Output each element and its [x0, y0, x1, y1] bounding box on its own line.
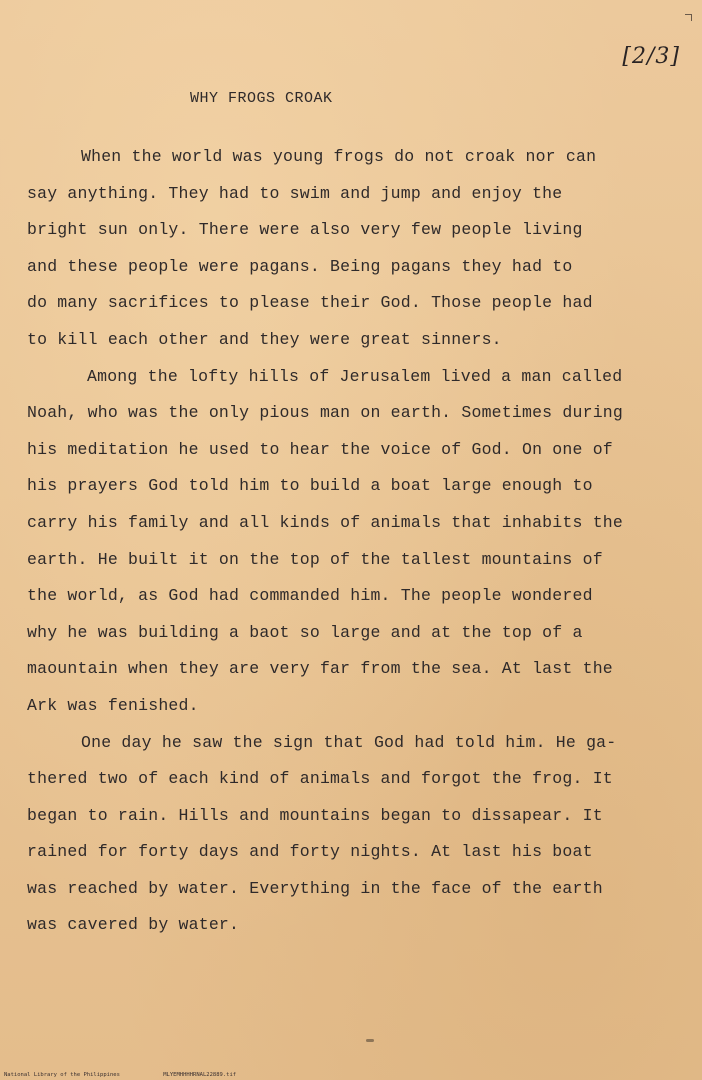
text-line: bright sun only. There were also very few people living — [27, 220, 583, 240]
text-line: to kill each other and they were great sinners. — [27, 329, 502, 349]
text-line: rained for forty days and forty nights. At last his boat — [27, 842, 593, 862]
footer-library: National Library of the Philippines — [4, 1072, 120, 1078]
page-number: [2/3] — [622, 44, 680, 69]
document-body — [27, 139, 677, 944]
text-line: began to rain. Hills and mountains began to dissapear. It — [27, 805, 603, 825]
text-line: why he was building a baot so large and at the top of a — [27, 622, 583, 642]
scan-footer — [4, 1072, 276, 1078]
text-line: earth. He built it on the top of the tallest mountains of — [27, 549, 603, 569]
document-title: WHY FROGS CROAK — [190, 90, 333, 107]
text-line: Noah, who was the only pious man on earth. Sometimes during — [27, 403, 623, 423]
text-line: was reached by water. Everything in the face of the earth — [27, 878, 603, 898]
text-line: and these people were pagans. Being pagans they had to — [27, 256, 573, 276]
ink-smudge — [366, 1039, 374, 1042]
text-line: Among the lofty hills of Jerusalem lived a man called — [87, 366, 623, 386]
text-line: When the world was young frogs do not croak nor can — [81, 147, 597, 166]
text-line: One day he saw the sign that God had told him. He ga- — [81, 732, 617, 752]
text-line: do many sacrifices to please their God. Those people had — [27, 293, 593, 313]
text-line: say anything. They had to swim and jump and enjoy the — [27, 183, 563, 203]
footer-file-ref: MLYEMHHHHRNAL22889.tif — [163, 1072, 237, 1078]
text-line: thered two of each kind of animals and forgot the frog. It — [27, 769, 613, 789]
text-line: Ark was fenished. — [27, 695, 199, 715]
text-line: maountain when they are very far from the sea. At last the — [27, 659, 613, 679]
text-line: his prayers God told him to build a boat large enough to — [27, 476, 593, 496]
text-line: was cavered by water. — [27, 915, 240, 935]
corner-mark — [685, 14, 692, 21]
text-line: his meditation he used to hear the voice of God. On one of — [27, 439, 613, 459]
text-line: carry his family and all kinds of animals that inhabits the — [27, 512, 623, 532]
text-line: the world, as God had commanded him. The people wondered — [27, 586, 593, 606]
